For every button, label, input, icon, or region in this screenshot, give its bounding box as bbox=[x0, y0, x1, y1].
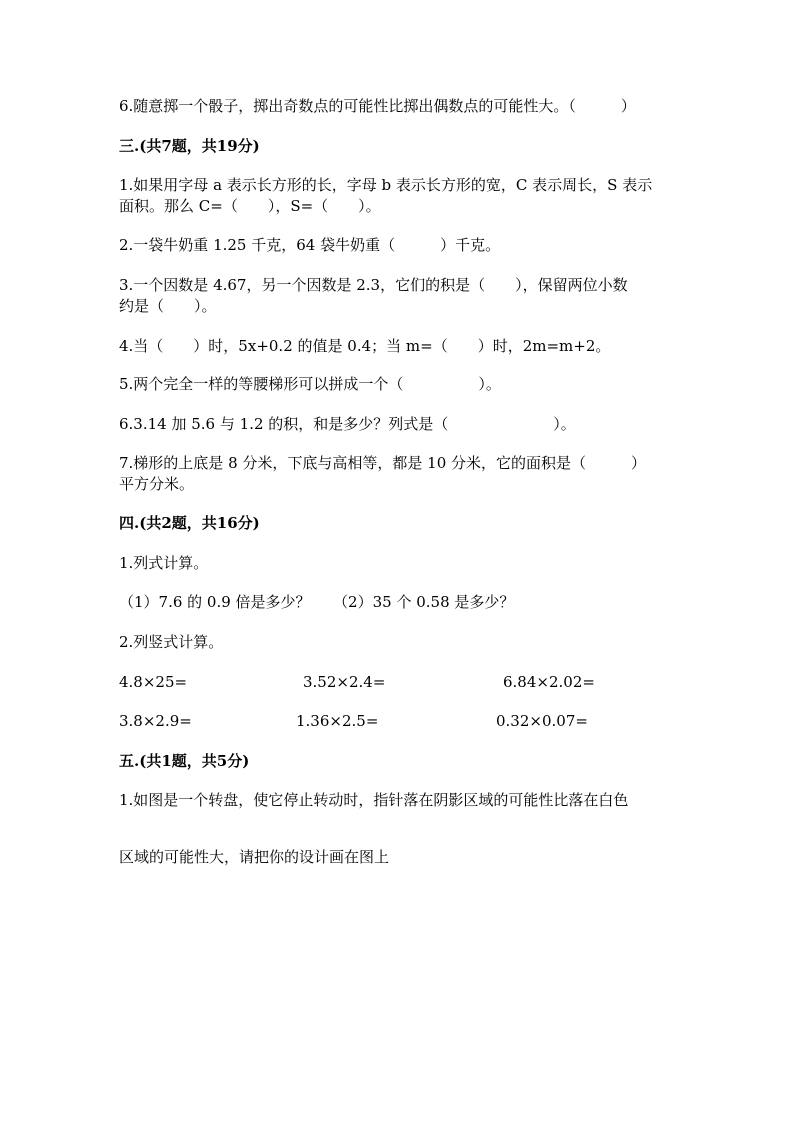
question-text-line: 平方分米。 bbox=[119, 475, 195, 493]
section-3-question-6: 6.3.14 加 5.6 与 1.2 的积，和是多少？列式是（ ）。 bbox=[119, 415, 576, 433]
section-3-question-1 bbox=[119, 175, 679, 217]
section-3-question-5: 5.两个完全一样的等腰梯形可以拼成一个（ ）。 bbox=[119, 375, 501, 393]
section-5-heading: 五.(共1题，共5分) bbox=[119, 752, 250, 770]
section-4-question-2: 2.列竖式计算。 bbox=[119, 633, 224, 651]
calc-item: 6.84×2.02= bbox=[503, 673, 595, 691]
section-4-question-1: 1.列式计算。 bbox=[119, 554, 209, 572]
question-6-true-false: 6.随意掷一个骰子，掷出奇数点的可能性比掷出偶数点的可能性大。（ ） bbox=[119, 97, 636, 115]
calc-item: 4.8×25= bbox=[119, 673, 188, 691]
section-4-heading: 四.(共2题，共16分) bbox=[119, 514, 260, 532]
calc-item: 1.36×2.5= bbox=[296, 712, 379, 730]
section-3-question-7 bbox=[119, 453, 679, 495]
question-text-line: 3.一个因数是 4.67，另一个因数是 2.3，它们的积是（ ），保留两位小数 bbox=[119, 276, 628, 294]
calc-item: 3.52×2.4= bbox=[303, 673, 386, 691]
section-4-question-1-subparts: （1）7.6 的 0.9 倍是多少？ （2）35 个 0.58 是多少？ bbox=[119, 593, 515, 611]
section-3-heading: 三.(共7题，共19分) bbox=[119, 137, 260, 155]
question-text-line: 7.梯形的上底是 8 分米，下底与高相等，都是 10 分米，它的面积是（ ） bbox=[119, 454, 647, 472]
section-3-question-4: 4.当（ ）时，5x+0.2 的值是 0.4；当 m=（ ）时，2m=m+2。 bbox=[119, 337, 611, 355]
section-3-question-2: 2.一袋牛奶重 1.25 千克，64 袋牛奶重（ ）千克。 bbox=[119, 236, 501, 254]
section-5-question-1-line-2: 区域的可能性大，请把你的设计画在图上 bbox=[119, 848, 390, 866]
question-text-line: 约是（ ）。 bbox=[119, 297, 217, 315]
calc-item: 3.8×2.9= bbox=[119, 712, 192, 730]
calc-item: 0.32×0.07= bbox=[496, 712, 588, 730]
section-3-question-3 bbox=[119, 275, 679, 317]
question-text-line: 面积。那么 C=（ ），S=（ ）。 bbox=[119, 197, 381, 215]
section-5-question-1-line-1: 1.如图是一个转盘，使它停止转动时，指针落在阴影区域的可能性比落在白色 bbox=[119, 791, 629, 809]
question-text-line: 1.如果用字母 a 表示长方形的长，字母 b 表示长方形的宽，C 表示周长，S 表示 bbox=[119, 176, 653, 194]
